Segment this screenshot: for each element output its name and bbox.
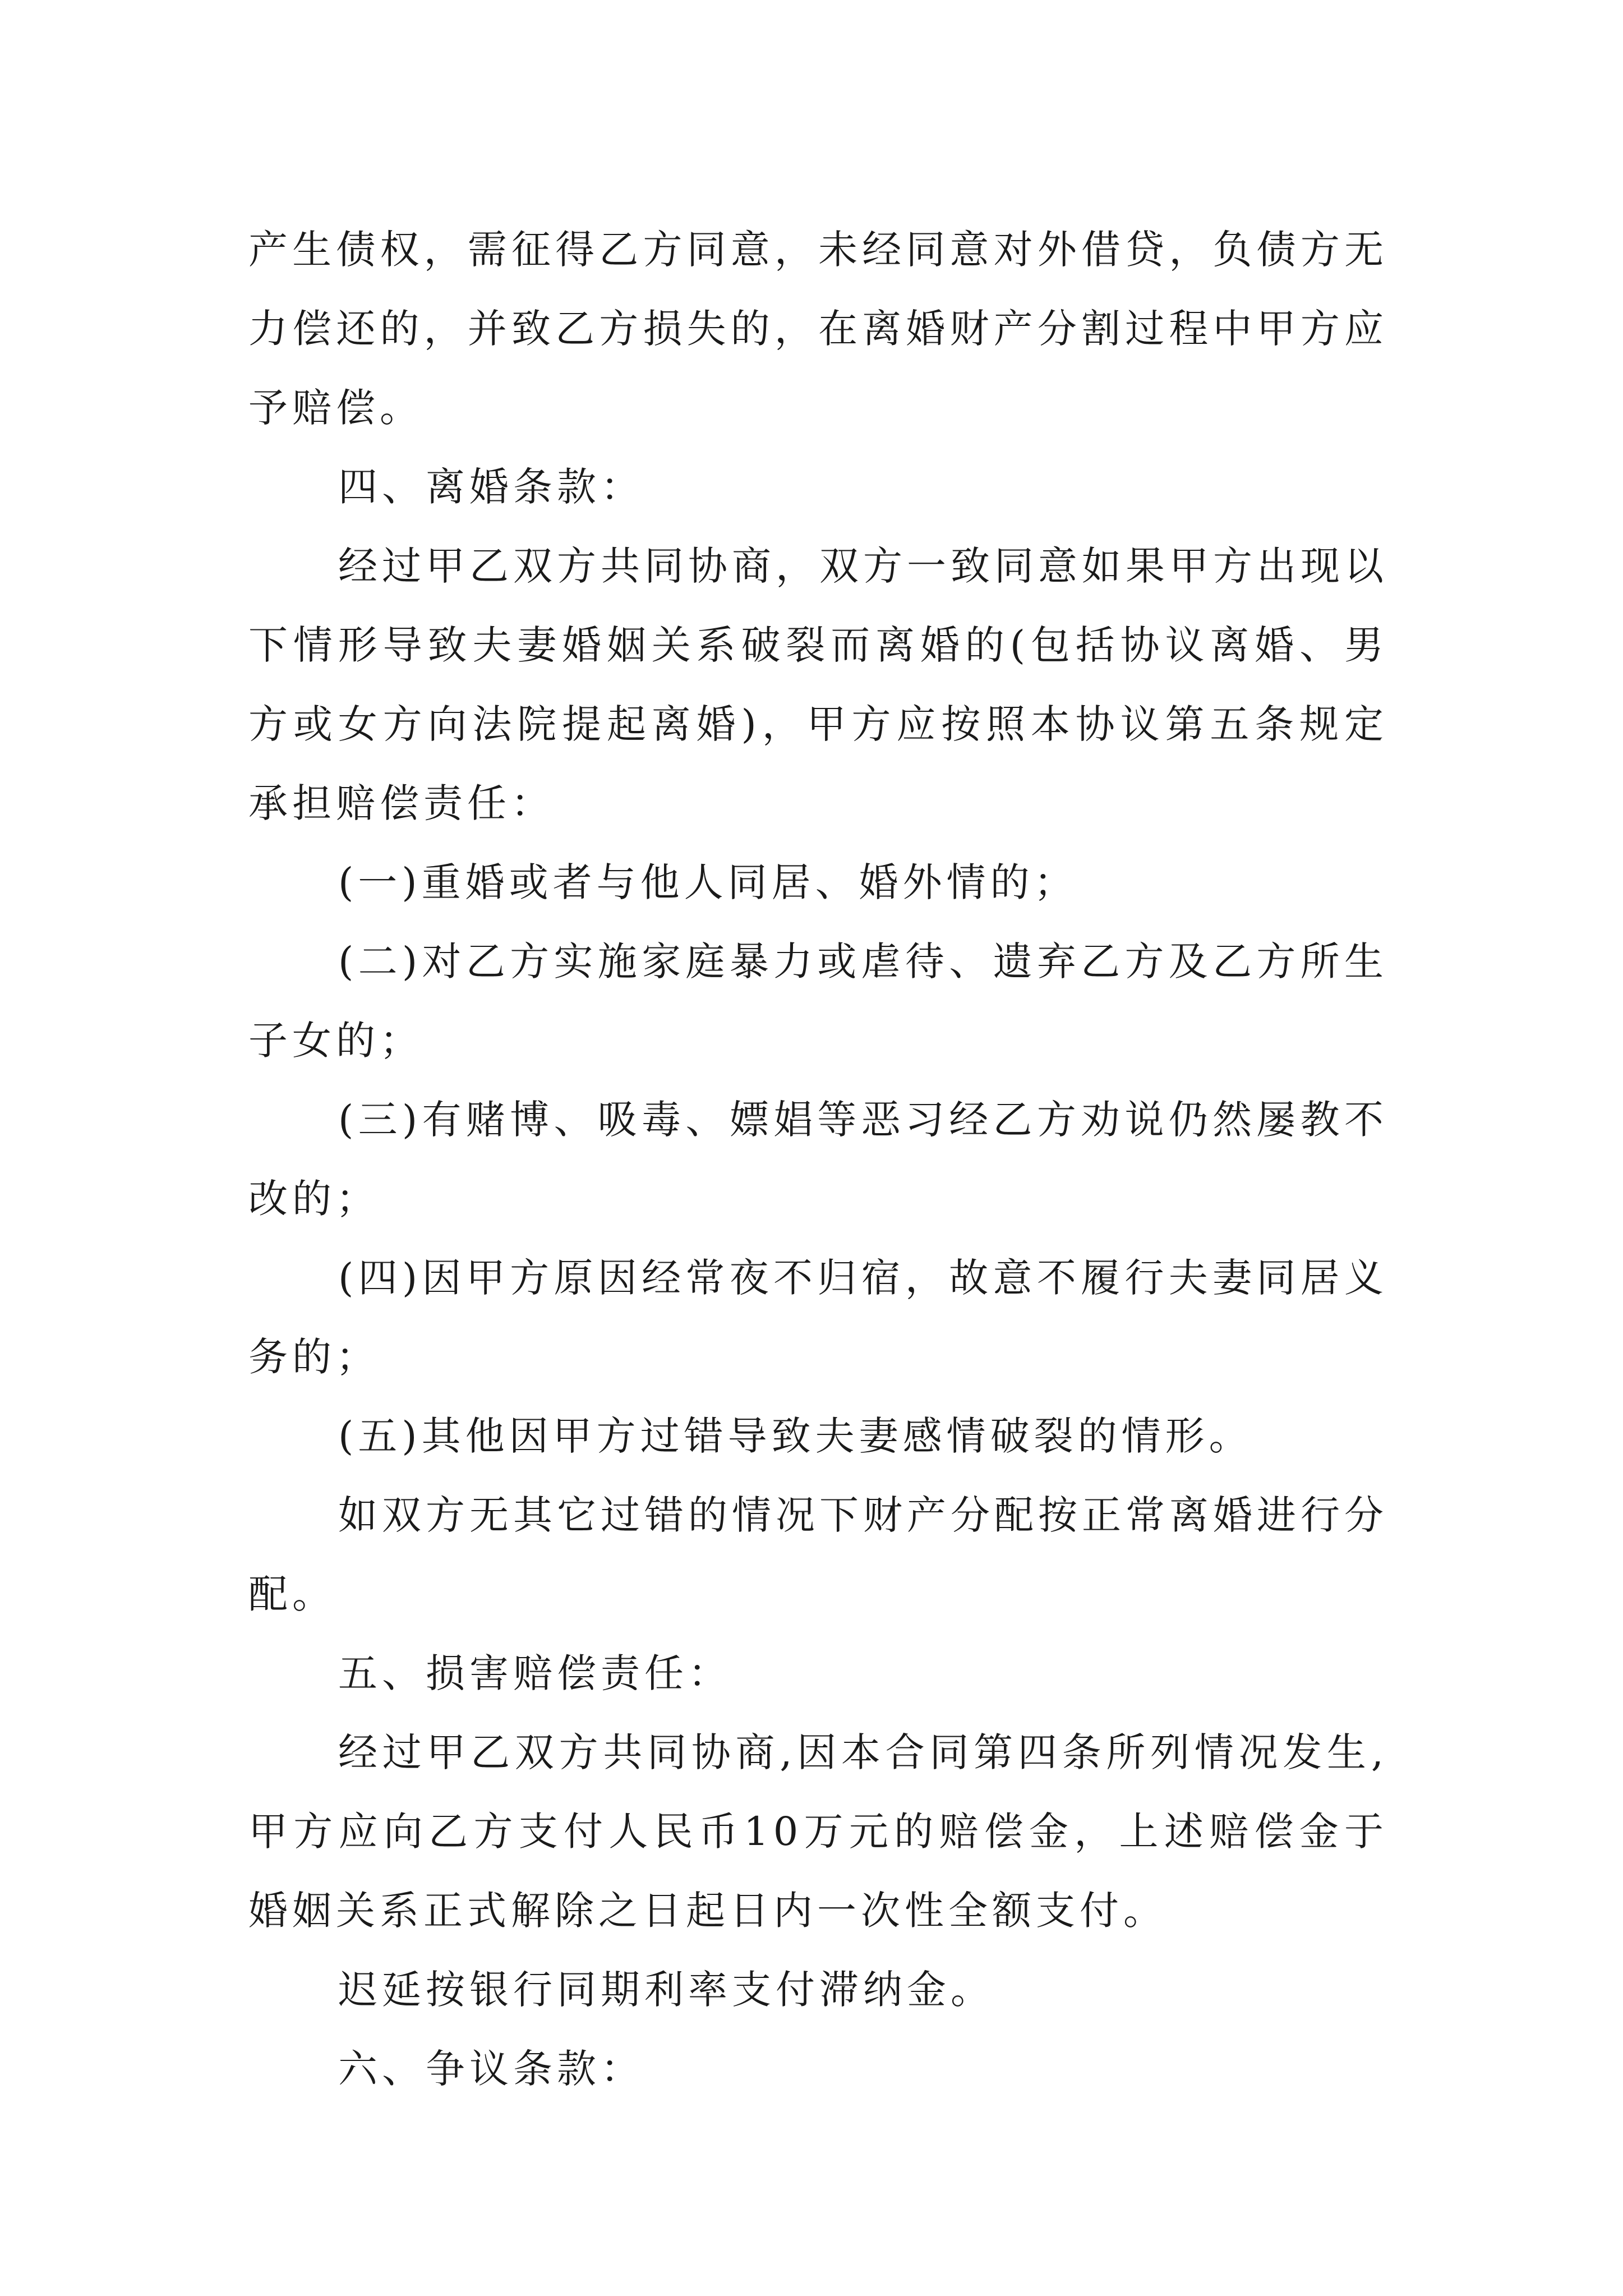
document-body <box>248 210 1388 2109</box>
list-item-bigamy: (一)重婚或者与他人同居、婚外情的； <box>338 859 1078 905</box>
paragraph-compensation: 经过甲乙双方共同协商,因本合同第四条所列情况发生,甲方应向乙方支付人民币10万元的赔偿金，上述赔偿金于婚姻关系正式解除之日起日内一次性全额支付。 <box>248 1729 1388 1934</box>
list-item-bad-habits: (三)有赌博、吸毒、嫖娼等恶习经乙方劝说仍然屡教不改的； <box>248 1097 1388 1222</box>
heading-divorce-terms: 四、离婚条款： <box>338 464 644 510</box>
heading-dispute-terms: 六、争议条款： <box>338 2046 644 2092</box>
heading-damages: 五、损害赔偿责任： <box>338 1650 732 1696</box>
list-item-absence: (四)因甲方原因经常夜不归宿，故意不履行夫妻同居义务的； <box>248 1255 1388 1380</box>
list-item-domestic-violence: (二)对乙方实施家庭暴力或虐待、遗弃乙方及乙方所生子女的； <box>248 938 1388 1064</box>
paragraph-late-fee: 迟延按银行同期利率支付滞纳金。 <box>338 1967 994 2013</box>
paragraph-divorce-agreement: 经过甲乙双方共同协商，双方一致同意如果甲方出现以下情形导致夫妻婚姻关系破裂而离婚的(包括协议离婚、男方或女方向法院提起离婚)，甲方应按照本协议第五条规定承担赔偿责任： <box>248 543 1388 826</box>
paragraph-debt-continuation: 产生债权，需征得乙方同意，未经同意对外借贷，负债方无力偿还的，并致乙方损失的，在离婚财产分割过程中甲方应予赔偿。 <box>248 227 1388 431</box>
list-item-other-fault: (五)其他因甲方过错导致夫妻感情破裂的情形。 <box>338 1413 1253 1459</box>
paragraph-normal-division: 如双方无其它过错的情况下财产分配按正常离婚进行分配。 <box>248 1492 1388 1617</box>
